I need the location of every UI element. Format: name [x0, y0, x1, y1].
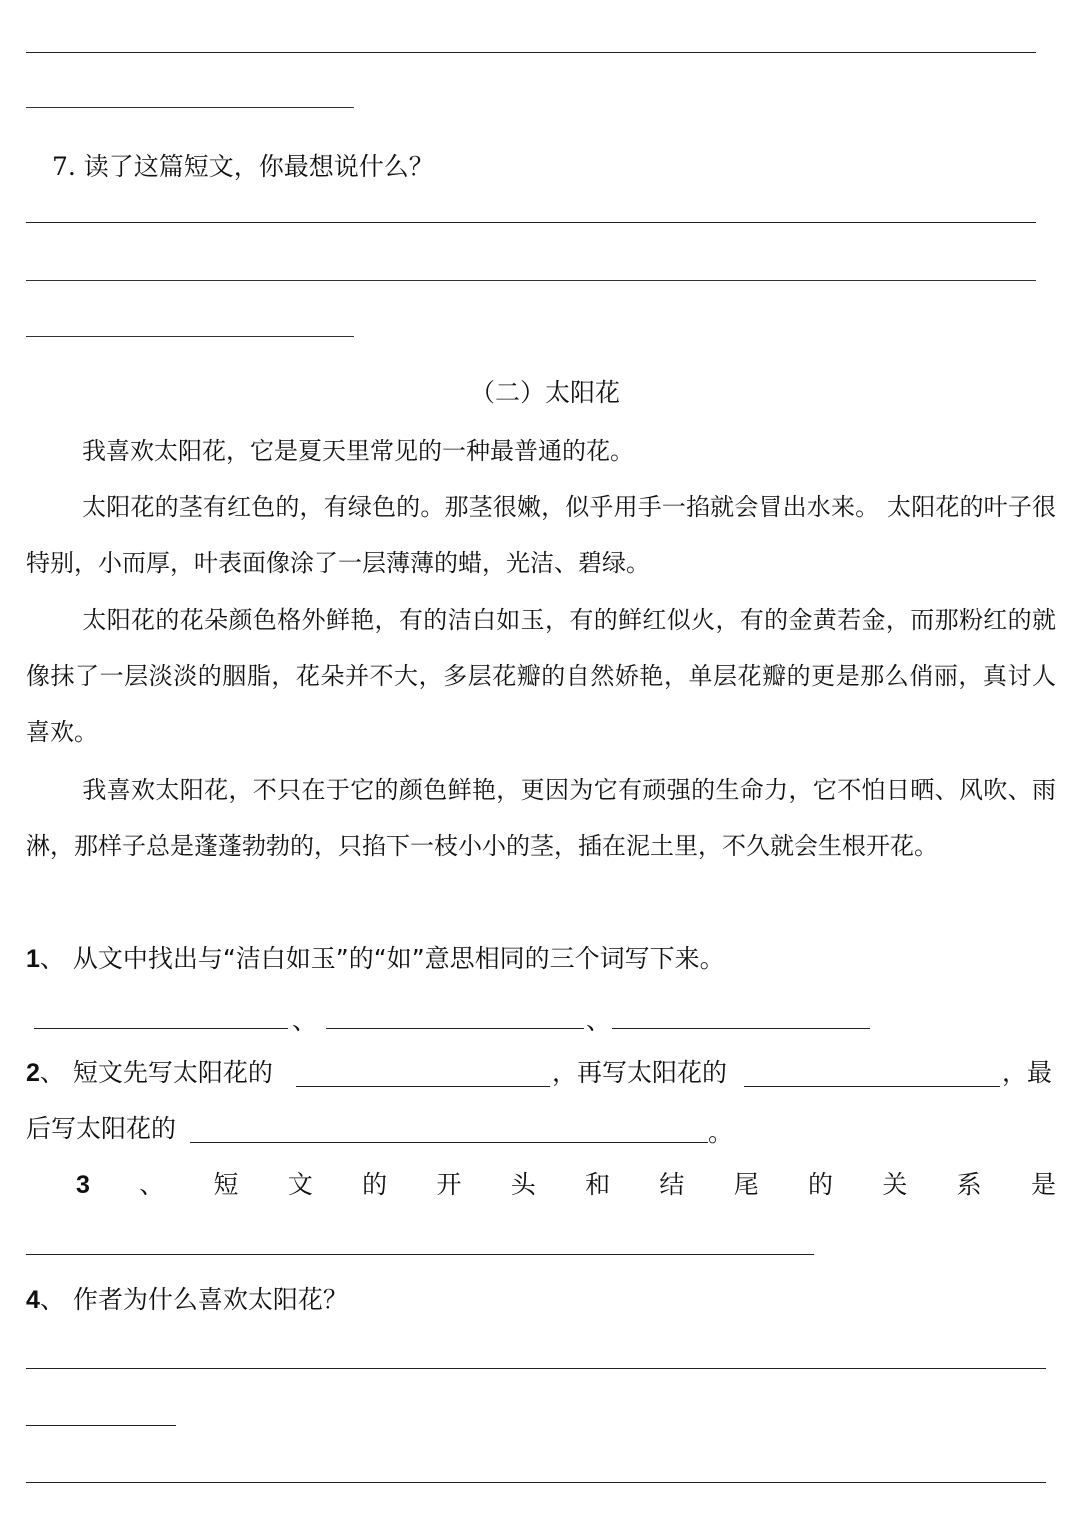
question-number: 4 — [26, 1286, 40, 1314]
question-number: 3 — [76, 1171, 90, 1199]
paragraph-text: 太阳花的花朵颜色格外鲜艳，有的洁白如玉，有的鲜红似火，有的金黄若金，而那粉红的就像抹了一层淡淡的胭脂，花朵并不大，多层花瓣的自然娇艳，单层花瓣的更是那么俏丽，真讨人喜欢。 — [26, 606, 1056, 746]
question-char: 结 — [659, 1170, 685, 1199]
passage-paragraph-2 — [26, 479, 1056, 591]
question-char: 的 — [808, 1170, 834, 1199]
question-char: 和 — [585, 1170, 611, 1199]
question-text: 、 作者为什么喜欢太阳花？ — [39, 1285, 348, 1314]
question-text: 、 短文先写太阳花的 — [39, 1058, 273, 1087]
question-char: 关 — [882, 1170, 908, 1199]
question-char: 头 — [510, 1170, 536, 1199]
question-char: 、 — [139, 1170, 165, 1199]
answer-line[interactable] — [26, 1482, 1046, 1483]
passage-paragraph-1 — [26, 423, 1056, 479]
answer-blank-first[interactable] — [296, 1086, 550, 1087]
question-text: 。 — [708, 1118, 734, 1147]
blank-separator: 、 — [586, 1006, 612, 1035]
blank-separator: 、 — [292, 1006, 318, 1035]
question-1 — [26, 944, 725, 974]
question-text: ，最 — [1002, 1058, 1053, 1087]
paragraph-text: 我喜欢太阳花，它是夏天里常见的一种最普通的花。 — [82, 437, 634, 465]
question-char: 是 — [1030, 1170, 1056, 1199]
question-3 — [76, 1168, 1056, 1202]
paragraph-text: 我喜欢太阳花，不只在于它的颜色鲜艳，更因为它有顽强的生命力，它不怕日晒、风吹、雨淋，那样子总是蓬蓬勃勃的，只掐下一枝小小的茎，插在泥土里，不久就会生根开花。 — [26, 776, 1056, 860]
answer-line[interactable] — [26, 1368, 1046, 1369]
question-char: 短 — [213, 1170, 239, 1199]
question-text: 、 从文中找出与“洁白如玉”的“如”意思相同的三个词写下来。 — [39, 944, 725, 973]
passage-paragraph-3 — [26, 592, 1056, 760]
answer-blank-then[interactable] — [744, 1086, 1000, 1087]
question-char: 系 — [956, 1170, 982, 1199]
question-char: 开 — [436, 1170, 462, 1199]
answer-line[interactable] — [26, 1254, 814, 1255]
answer-line[interactable] — [26, 107, 354, 108]
section-title: （二）太阳花 — [470, 378, 621, 407]
answer-line[interactable] — [26, 1425, 176, 1426]
paragraph-text: 太阳花的茎有红色的，有绿色的。那茎很嫩，似乎用手一掐就会冒出水来。 太阳花的叶子很特别，小而厚，叶表面像涂了一层薄薄的蜡，光洁、碧绿。 — [26, 493, 1056, 577]
question-number: 2 — [26, 1059, 40, 1087]
answer-blank-2[interactable] — [326, 1028, 584, 1029]
question-text: ，再写太阳花的 — [552, 1058, 728, 1087]
question-char: 文 — [287, 1170, 313, 1199]
answer-line[interactable] — [26, 52, 1036, 53]
question-2-line-1 — [26, 1058, 273, 1088]
answer-blank-1[interactable] — [34, 1028, 288, 1029]
answer-blank-3[interactable] — [612, 1028, 870, 1029]
question-number: 1 — [26, 945, 40, 973]
question-7: 7. 读了这篇短文，你最想说什么？ — [52, 152, 434, 181]
question-char: 尾 — [733, 1170, 759, 1199]
answer-blank-last[interactable] — [190, 1142, 708, 1143]
answer-line[interactable] — [26, 222, 1036, 223]
answer-line[interactable] — [26, 280, 1036, 281]
passage-paragraph-4 — [26, 762, 1056, 874]
question-char: 的 — [362, 1170, 388, 1199]
answer-line[interactable] — [26, 336, 354, 337]
question-2-line-2: 后写太阳花的 — [26, 1114, 177, 1143]
question-4 — [26, 1285, 348, 1315]
